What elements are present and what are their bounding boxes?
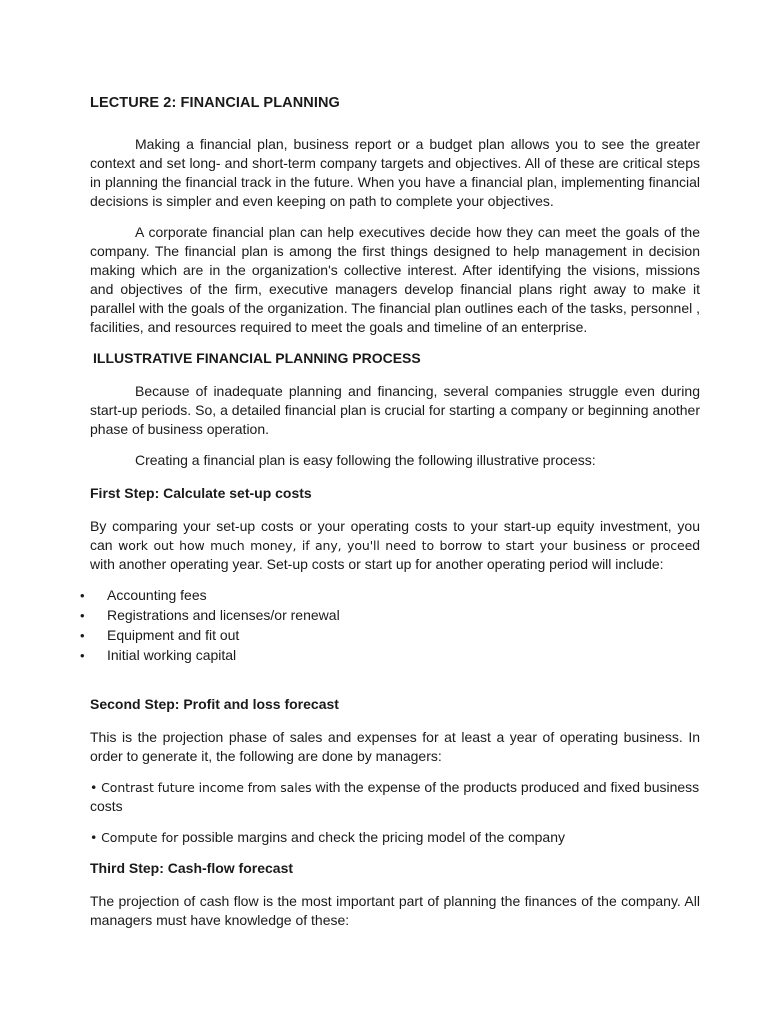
bullet-icon: •: [80, 648, 85, 663]
list-item-label: Accounting fees: [107, 587, 207, 603]
process-paragraph-2: Creating a financial plan is easy following the following illustrative process:: [135, 452, 596, 468]
intro-paragraph-1: Making a financial plan, business report or a budget plan allows you to see the greater context and set long- and short-term company targets and objectives. All of these are critical steps in planning the financial track in the future. When you have a financial plan, implementing financial decisions is simpler and even keeping on path to complete your objectives.: [90, 136, 700, 209]
second-step-item-2-a: • Compute for: [90, 830, 179, 845]
list-item-label: Registrations and licenses/or renewal: [107, 607, 340, 623]
bullet-icon: •: [80, 588, 85, 603]
setup-costs-list: [80, 586, 700, 665]
list-item-label: Equipment and fit out: [107, 627, 240, 643]
list-item: [80, 606, 700, 625]
second-step-item-2: [90, 828, 700, 847]
first-step-paragraph: [90, 517, 700, 574]
list-item: [80, 586, 700, 605]
third-step-paragraph: The projection of cash flow is the most important part of planning the finances of the company. All managers must have knowledge of these:: [90, 893, 700, 928]
first-step-text-b: work out how much money, if any, you'll need to borrow to start your business or procee: [118, 538, 693, 553]
second-step-paragraph: This is the projection phase of sales and expenses for at least a year of operating business. In order to generate it, the following are done by managers:: [90, 729, 700, 764]
third-step-heading: Third Step: Cash-flow forecast: [90, 860, 294, 876]
bullet-icon: •: [80, 608, 85, 623]
list-item: [80, 646, 700, 665]
second-step-item-1-b: with the expense of the products produced and fixed business costs: [90, 779, 700, 814]
second-step-heading: Second Step: Profit and loss forecast: [90, 696, 339, 712]
first-step-text-a: By comparing your set-up costs or your operating costs to your start-up equity investment, you can: [90, 518, 700, 553]
second-step-item-1: [90, 778, 700, 816]
first-step-text-c: d with another operating year. Set-up costs or start up for another operating period will include:: [90, 537, 700, 572]
spacer: [90, 677, 700, 695]
section-heading: ILLUSTRATIVE FINANCIAL PLANNING PROCESS: [93, 350, 421, 366]
second-step-item-2-b: possible margins and check the pricing model of the company: [178, 829, 565, 845]
intro-paragraph-2: A corporate financial plan can help executives decide how they can meet the goals of the company. The financial plan is among the first things designed to help management in decision making which are in the organization's collective interest. After identifying the visions, missions and objectives of the firm, executive managers develop financial plans right away to make it parallel with the goals of the organization. The financial plan outlines each of the tasks, personnel , facilities, and resources required to meet the goals and timeline of an enterprise.: [90, 224, 700, 335]
process-paragraph-1: Because of inadequate planning and financing, several companies struggle even during start-up periods. So, a detailed financial plan is crucial for starting a company or beginning another phase of business operation.: [90, 383, 700, 437]
list-item-label: Initial working capital: [107, 647, 237, 663]
first-step-heading: First Step: Calculate set-up costs: [90, 485, 312, 501]
second-step-item-1-a: • Contrast future income from sales: [90, 780, 312, 795]
list-item: [80, 626, 700, 645]
bullet-icon: •: [80, 628, 85, 643]
lecture-title: LECTURE 2: FINANCIAL PLANNING: [90, 95, 340, 111]
